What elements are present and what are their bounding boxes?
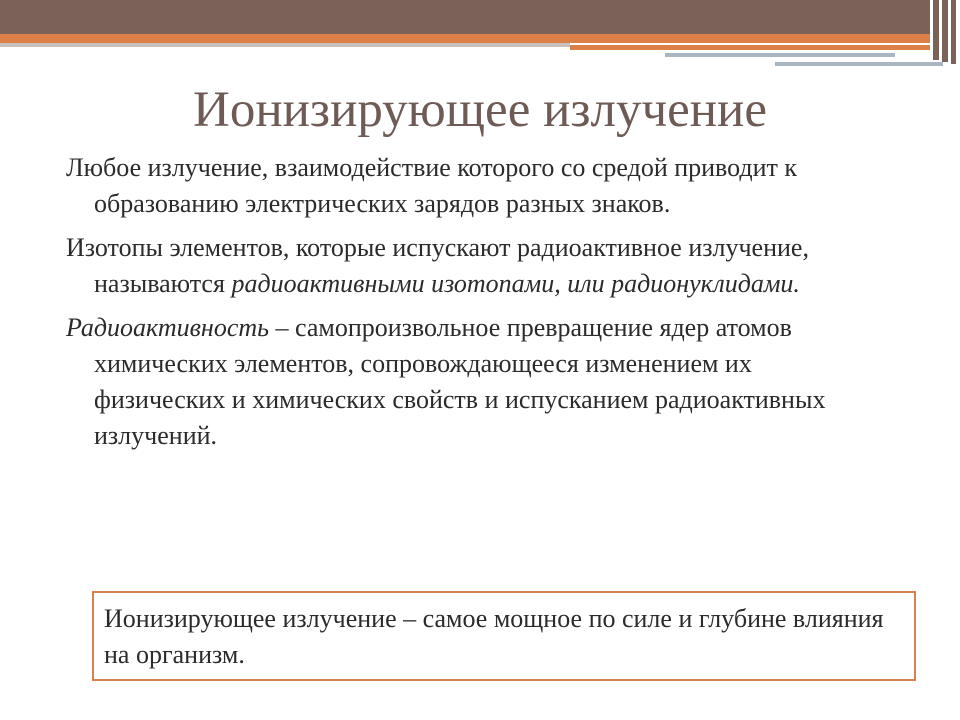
- paragraph-text: Изотопы элементов, которые испускают радиоактивное излучение, называются: [66, 233, 809, 298]
- header-shadow-stripe: [0, 43, 570, 47]
- decorative-vertical-bar: [933, 0, 939, 60]
- slide-title: Ионизирующее излучение: [193, 82, 767, 138]
- paragraph-text: Любое излучение, взаимодействие которого со средой приводит к образованию электрических зарядов разных знаков.: [66, 153, 798, 218]
- paragraph-text: – самопроизвольное превращение ядер атомов химических элементов, сопровождающееся изменением их физических и химических свойств и испусканием радиоактивных излучений.: [94, 313, 826, 450]
- slide-body: [66, 150, 886, 454]
- header-accent-stripe: [0, 34, 930, 43]
- decorative-vertical-bar: [951, 0, 956, 64]
- decorative-stripe-orange: [570, 45, 930, 50]
- paragraph-definition: [66, 150, 886, 222]
- callout-box: Ионизирующее излучение – самое мощное по силе и глубине влияния на организм.: [92, 591, 916, 681]
- decorative-stripe-blue-short: [775, 62, 943, 66]
- decorative-vertical-bar: [942, 0, 948, 62]
- decorative-stripe-blue: [665, 53, 895, 57]
- paragraph-isotopes: [66, 230, 886, 302]
- paragraph-italic-term: Радиоактивность: [66, 313, 269, 342]
- paragraph-radioactivity: [66, 310, 886, 454]
- paragraph-italic-term: радиоактивными изотопами, или радионуклидами.: [231, 269, 800, 298]
- header-band: [0, 0, 930, 34]
